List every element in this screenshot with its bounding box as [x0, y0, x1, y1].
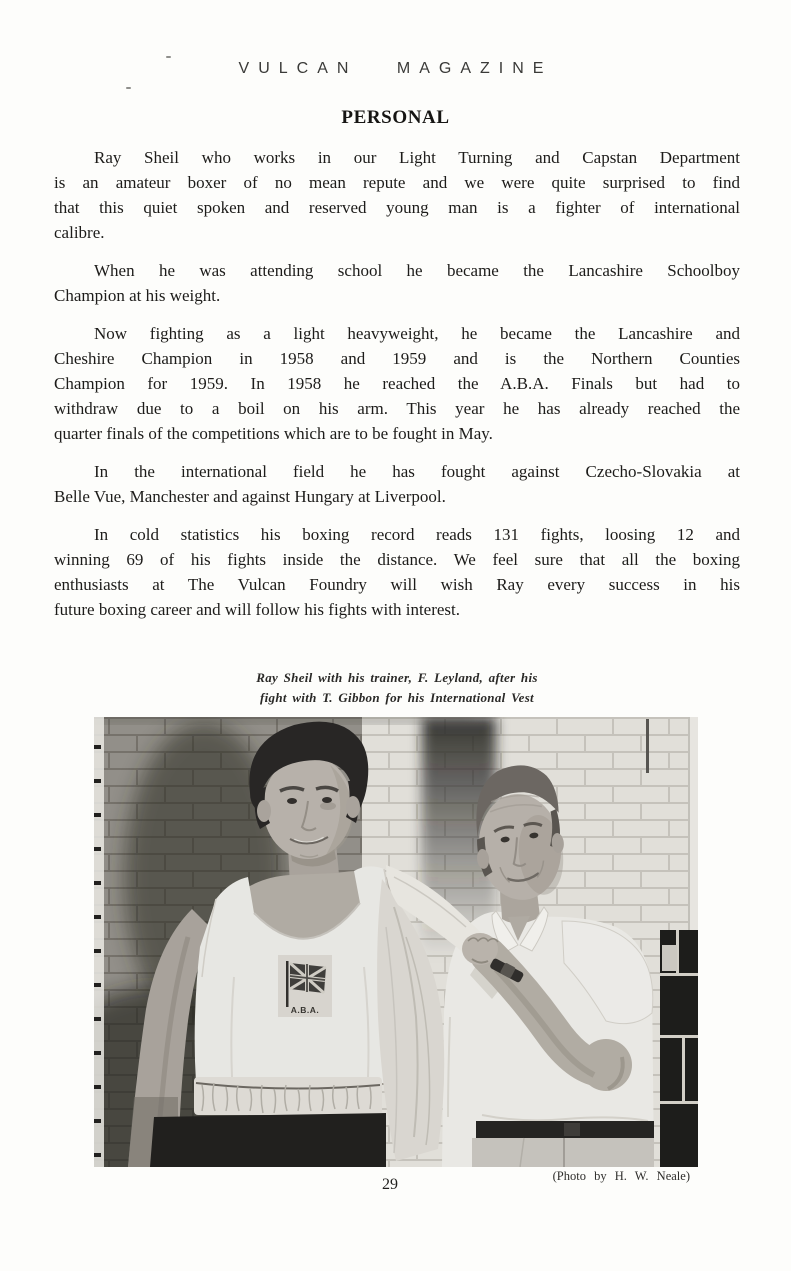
boxing-photo-illustration — [94, 717, 698, 1167]
text-line: Cheshire Champion in 1958 and 1959 and is the Northern Counties — [54, 349, 740, 368]
photo-credit: (Photo by H. W. Neale) — [552, 1169, 690, 1183]
article-body — [54, 145, 740, 635]
text-line: calibre. — [54, 223, 105, 242]
text-line: quarter finals of the competitions which are to be fought in May. — [54, 424, 493, 443]
paragraph — [54, 258, 740, 308]
badge-label: A.B.A. — [290, 1005, 320, 1015]
text-line: Ray Sheil who works in our Light Turning and Capstan Department — [94, 148, 740, 167]
photo-caption-line-2: fight with T. Gibbon for his International Vest — [260, 690, 534, 705]
paragraph — [54, 145, 740, 245]
text-line: winning 69 of his fights inside the distance. We feel sure that all the boxing — [54, 550, 740, 569]
text-line: In the international field he has fought against Czecho-Slovakia at — [94, 462, 740, 481]
text-line: enthusiasts at The Vulcan Foundry will wish Ray every success in his — [54, 575, 740, 594]
paragraph — [54, 321, 740, 446]
text-line: Champion for 1959. In 1958 he reached the A.B.A. Finals but had to — [54, 374, 740, 393]
photo-caption-line-1: Ray Sheil with his trainer, F. Leyland, after his — [256, 670, 538, 685]
text-line: When he was attending school he became the Lancashire Schoolboy — [94, 261, 740, 280]
text-line: future boxing career and will follow his fights with interest. — [54, 600, 461, 619]
text-line: that this quiet spoken and reserved young man is a fighter of international — [54, 198, 740, 217]
boxing-photo — [94, 717, 698, 1167]
text-line: In cold statistics his boxing record reads 131 fights, loosing 12 and — [94, 525, 740, 544]
paragraph — [54, 522, 740, 622]
paragraph — [54, 459, 740, 509]
text-line: Champion at his weight. — [54, 286, 221, 305]
section-title: PERSONAL — [341, 107, 450, 128]
text-line: is an amateur boxer of no mean repute and we were quite surprised to find — [54, 173, 740, 192]
scan-speck — [126, 87, 131, 89]
text-line: Now fighting as a light heavyweight, he became the Lancashire and — [94, 324, 740, 343]
text-line: withdraw due to a boil on his arm. This year he has already reached the — [54, 399, 740, 418]
photo-caption — [95, 668, 699, 708]
text-line: Belle Vue, Manchester and against Hungary at Liverpool. — [54, 487, 446, 506]
magazine-title: VULCAN MAGAZINE — [238, 60, 553, 77]
scan-speck — [166, 56, 171, 58]
page-number: 29 — [382, 1176, 398, 1193]
photo-grain-overlay — [94, 717, 698, 1167]
